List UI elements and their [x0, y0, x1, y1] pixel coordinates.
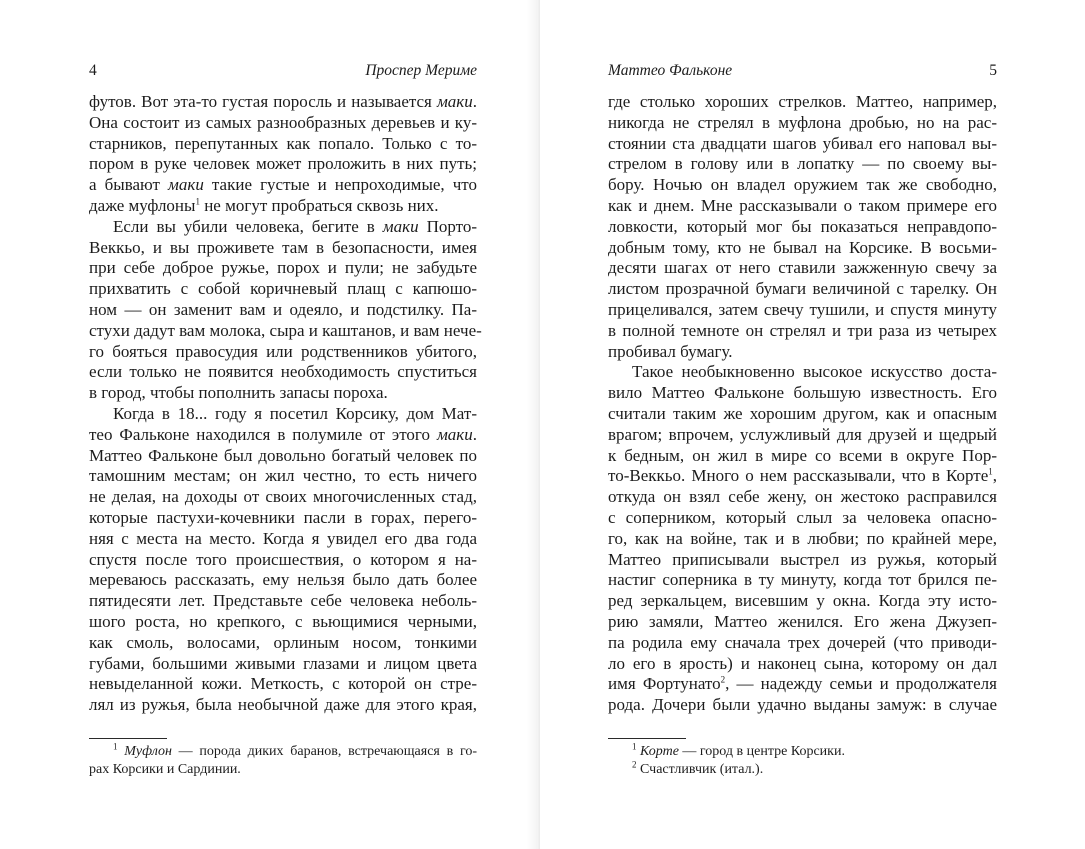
text-line: при себе доброе ружье, порох и пули; не забудьте: [89, 258, 477, 278]
text-line: с соперником, который слыл за человека опасно-: [608, 507, 997, 527]
text-line: стрелом в голову или в лопатку — по своему вы-: [608, 154, 997, 174]
text-line: пробивал бумагу.: [608, 341, 733, 361]
text-line: бору. Ночью он владел оружием так же свободно,: [608, 175, 997, 195]
text-line: ном — он заменит вам и одеяло, и подстилку. Па-: [89, 299, 477, 319]
text-line: Веккьо, и вы проживете там в безопасности, имея: [89, 237, 477, 257]
text-line: стухи дадут вам молока, сыра и каштанов, и вам нече-: [89, 320, 482, 340]
text-line: Маттео Фальконе был довольно богатый человек по: [89, 445, 477, 465]
text-line: старников, перепутанных как попало. Только с то-: [89, 133, 477, 153]
text-line: ред зеркальцем, висевшим у окна. Когда эту исто-: [608, 591, 997, 611]
text-line: губами, большими живыми глазами и лицом цвета: [89, 653, 477, 673]
right-footnotes: [608, 743, 997, 779]
text-line: рода. Дочери были удачно выданы замуж: в случае: [608, 695, 997, 715]
text-line: шого роста, но крепкого, с вьющимися черными,: [89, 611, 477, 631]
text-line: пором в руке человек может проложить в них путь;: [89, 154, 477, 174]
left-body-text: [89, 92, 482, 716]
right-body-text: [608, 92, 997, 716]
footnote-ref[interactable]: 1: [195, 196, 200, 207]
footnote-divider: [89, 738, 167, 739]
text-line: ловкости, который мог бы показаться неправдопо-: [608, 216, 997, 236]
text-line: десяти шагах от него ставили зажженную свечу за: [608, 258, 997, 278]
text-line: стоянии ста двадцати шагов убивал его наповал вы-: [608, 133, 997, 153]
text-line: в полной темноте он стрелял и три раза из четырех: [608, 320, 997, 340]
footnote-ref[interactable]: 1: [988, 466, 993, 477]
text-line: а бывают маки такие густые и непроходимые, что: [89, 175, 477, 195]
text-line: если только не появится необходимость спуститься: [89, 362, 477, 382]
text-line: откуда он взял себе жену, он жестоко расправился: [608, 487, 997, 507]
text-line: няя с места на место. Когда я увидел его два года: [89, 528, 477, 548]
text-line: пятидесяти лет. Представьте себе человека неболь-: [89, 591, 477, 611]
text-line: то-Веккьо. Много о нем рассказывали, что в Корте$^1$,: [608, 466, 997, 486]
right-page: [540, 0, 1085, 849]
text-line: Если вы убили человека, бегите в маки Порто-: [113, 216, 477, 236]
text-line: Такое необыкновенно высокое искусство доста-: [632, 362, 997, 382]
running-head: Маттео Фальконе: [608, 62, 733, 79]
footnote-ref[interactable]: 2: [720, 674, 726, 685]
text-line: Она состоит из самых разнообразных деревьев и ку-: [89, 112, 477, 132]
page-number: 5: [989, 62, 997, 79]
text-line: лял из ружья, была необычной даже для этого края,: [89, 695, 477, 715]
text-line: прицеливался, затем свечу тушили, и спустя минуту: [608, 299, 997, 319]
text-line: Когда в 18... году я посетил Корсику, дом Мат-: [113, 403, 477, 423]
text-line: прихватить с собой коричневый плащ с капюшо-: [89, 279, 477, 299]
right-page-header: [608, 60, 997, 82]
text-line: вило Маттео Фальконе большую известность. Его: [608, 383, 997, 403]
text-line: где столько хороших стрелков. Маттео, например,: [608, 92, 997, 111]
text-line: футов. Вот эта-то густая поросль и называется маки.: [89, 92, 477, 111]
text-line: настиг соперника в ту минуту, когда тот брился пе-: [608, 570, 997, 590]
text-line: го, как на войне, так и в любви; по крайней мере,: [608, 528, 997, 548]
text-line: Маттео приписывали выстрел из ружья, который: [608, 549, 997, 569]
running-head: Проспер Мериме: [365, 62, 477, 79]
text-line: к бедным, он жил в мире со всеми в округе Пор-: [608, 445, 997, 465]
text-line: добным тому, кто не бывал на Корсике. В восьми-: [608, 237, 997, 257]
text-line: которые пастухи-кочевники пасли в горах, перего-: [89, 507, 477, 527]
left-page: [0, 0, 540, 849]
text-line: листом прозрачной бумаги величиной с тарелку. Он: [608, 279, 997, 299]
text-line: врагом; впрочем, услужливый для друзей и щедрый: [608, 424, 997, 444]
footnote-continuation: рах Корсики и Сардинии.: [89, 762, 241, 777]
footnote-divider: [608, 738, 686, 739]
text-line: никогда не стрелял в муфлона дробью, но на рас-: [608, 112, 997, 132]
text-line: спустя после того происшествия, о котором я на-: [89, 549, 477, 569]
page-number: 4: [89, 62, 97, 79]
footnote-mark: 1: [113, 741, 118, 752]
text-line: мереваюсь рассказать, ему нельзя было дать более: [89, 570, 477, 590]
left-footnotes: [89, 743, 477, 779]
text-line: в город, чтобы пополнить запасы пороха.: [89, 383, 388, 403]
text-line: тео Фальконе находился в полумиле от этого маки.: [89, 424, 477, 444]
text-line: ло его в ярость) и наконец сына, которому он дал: [608, 653, 997, 673]
text-line: невыделанной кожи. Меткость, с которой он стре-: [89, 674, 477, 694]
footnote-mark: 1: [632, 741, 637, 752]
text-line: имя Фортунато$^2$, — надежду семьи и продолжателя: [608, 674, 997, 694]
footnote: $^1$ Корте — город в центре Корсики.: [632, 741, 845, 759]
text-line: как смоль, волосами, орлиным носом, тонкими: [89, 632, 477, 652]
text-line: тамошним местам; он жил честно, то есть ничего: [89, 466, 477, 486]
text-line: па родила ему сначала трех дочерей (что приводи-: [608, 632, 997, 652]
text-line: даже муфлоны$^1$ не могут пробраться сквозь них.: [89, 195, 439, 215]
text-line: го бояться правосудия или родственников убитого,: [89, 341, 477, 361]
text-line: как и днем. Мне рассказывали о таком примере его: [608, 195, 997, 215]
text-line: рию замяли, Маттео женился. Его жена Джузеп-: [608, 611, 997, 631]
text-line: не делая, на доходы от своих многочисленных стад,: [89, 487, 477, 507]
left-page-header: [89, 60, 477, 82]
footnote: $^1$ Муфлон — порода диких баранов, встречающаяся в го-: [113, 741, 477, 759]
footnote: $^2$ Счастливчик (итал.).: [632, 759, 764, 777]
footnote-mark: 2: [632, 759, 637, 770]
text-line: считали таким же хорошим другом, как и опасным: [608, 403, 997, 423]
